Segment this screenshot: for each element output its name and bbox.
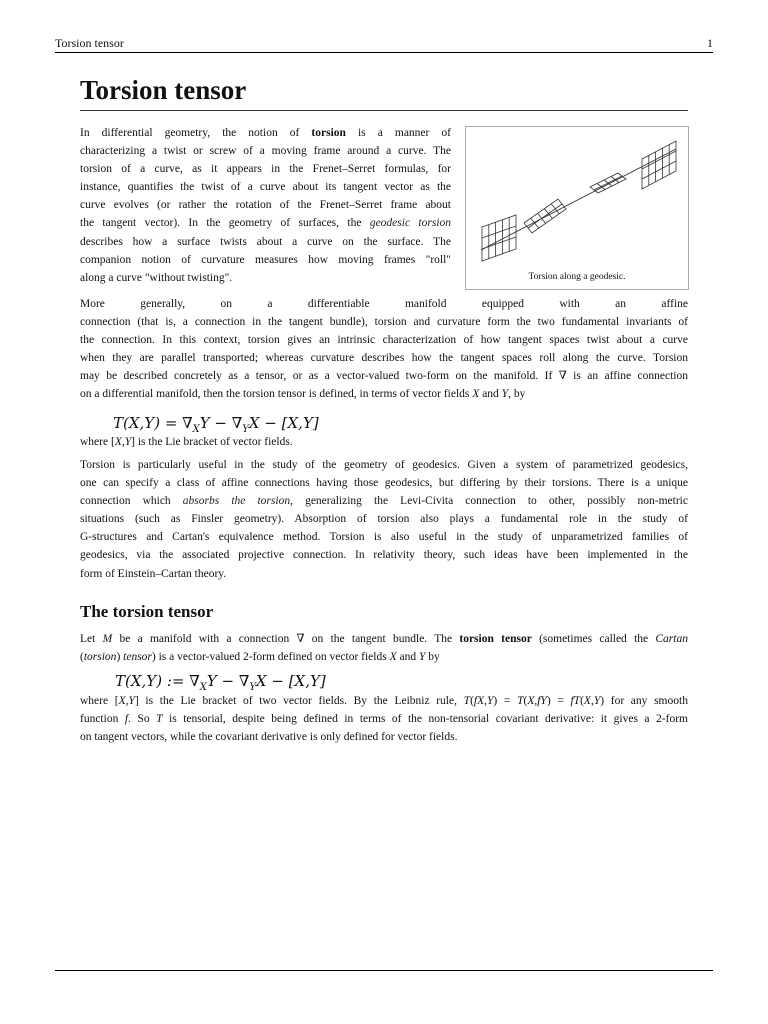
inline-text: fT — [570, 695, 581, 707]
text-line: function f. So T is tensorial, despite being defined in terms of the non-tensorial covariant derivative: it gives a 2-form — [80, 713, 688, 726]
formula-subscript: X — [192, 424, 200, 435]
formula-note: where [X,Y] is the Lie bracket of vector fields. — [80, 436, 293, 448]
inline-text: torsion tensor — [459, 633, 532, 645]
inline-text: X — [472, 388, 480, 401]
inline-text: T — [156, 713, 163, 726]
formula-part: Y − ∇ — [206, 672, 250, 690]
text-line: connection (that is, a connection in the tangent bundle), torsion and curvature form the two fundamental invariants of — [80, 316, 688, 329]
text-line: on tangent vectors, while the covariant derivative is only defined for vector fields. — [80, 731, 458, 744]
formula-subscript: X — [199, 682, 207, 693]
inline-text: torsion — [83, 651, 117, 664]
formula-part: T(X,Y) := ∇ — [115, 672, 200, 690]
section-body-paragraph — [80, 692, 688, 746]
text-line: situations (such as Finsler geometry). Absorption of torsion also plays a fundamental role in the study of — [80, 513, 688, 526]
inline-text: X — [389, 651, 397, 664]
text-line: G-structures and Cartan's equivalence method. Torsion is also useful in the study of unparametrized families of — [80, 531, 688, 544]
text-line: one can specify a class of affine connections having those geodesics, but differing by their torsions. There is a unique — [80, 477, 688, 490]
inline-text: X — [527, 695, 535, 707]
inline-text: geodesic torsion — [369, 217, 451, 230]
text-line: geodesics, via the associated projective connection. In relativity theory, such ideas have been implemented in the — [80, 549, 688, 562]
text-line: describes how a surface twists about a curve on the surface. The — [80, 235, 451, 248]
formula-subscript: Y — [242, 424, 249, 435]
text-line: form of Einstein–Cartan theory. — [80, 567, 227, 580]
formula-part: X − [X,Y] — [248, 414, 319, 432]
inline-text: X — [118, 695, 126, 707]
inline-text: fY — [537, 695, 547, 707]
inline-text: Y — [593, 695, 601, 707]
formula-part: X − [X,Y] — [255, 672, 326, 690]
page-title: Torsion tensor — [80, 72, 688, 111]
inline-text: absorbs the torsion — [182, 495, 291, 508]
text-line: characterizing a twist or screw of a moving frame around a curve. The — [80, 145, 451, 158]
inline-text: Cartan — [655, 633, 688, 645]
inline-text: T — [463, 695, 471, 707]
inline-text: tensor — [123, 651, 152, 664]
formula-part: T(X,Y) = ∇ — [113, 414, 193, 432]
formula-part: Y − ∇ — [199, 414, 243, 432]
intro-paragraph — [80, 124, 451, 287]
inline-text: T — [517, 695, 524, 707]
inline-text: Y — [501, 388, 509, 401]
geodesic-torsion-illustration — [466, 127, 688, 272]
text-line: may be described concretely as a tensor, or as a vector-valued two-form on the manifold. If ∇ is an affine connection — [80, 370, 688, 383]
figure-caption: Torsion along a geodesic. — [528, 272, 626, 282]
text-line: (torsion) tensor) is a vector-valued 2-form defined on vector fields X and Y by — [80, 651, 440, 664]
torsion-tensor-formula — [115, 672, 326, 693]
inline-text: Y — [124, 436, 132, 448]
figure — [465, 126, 689, 290]
page-number: 1 — [707, 36, 713, 50]
running-title: Torsion tensor — [55, 36, 124, 50]
text-line: the connection. In this context, torsion gives an intrinsic characterization of how tangent spaces twist about a curve — [80, 334, 688, 347]
inline-text: Y — [487, 695, 494, 707]
text-line: connection which absorbs the torsion, generalizing the Levi-Civita connection to other, possibly non-metric — [80, 495, 688, 508]
text-line: In differential geometry, the notion of torsion is a manner of — [80, 127, 451, 139]
formula-subscript: Y — [249, 682, 256, 693]
inline-text: X — [583, 695, 591, 707]
text-line: Let M be a manifold with a connection ∇ on the tangent bundle. The torsion tensor (sometimes called the Cartan — [80, 633, 688, 645]
running-header — [55, 35, 713, 53]
inline-text: fX — [473, 695, 485, 707]
text-line: instance, quantifies the twist of a curve about its tangent vector as the — [80, 181, 451, 194]
inline-text: Y — [418, 651, 426, 664]
text-line: where [X,Y] is the Lie bracket of two vector fields. By the Leibniz rule, T(fX,Y) = T(X,fY) = fT(X,Y) for any smooth — [80, 695, 688, 707]
footer-rule — [55, 970, 713, 971]
inline-text: torsion — [311, 127, 346, 139]
inline-text: X — [114, 436, 122, 448]
usefulness-paragraph — [80, 456, 688, 583]
text-line: curve evolves (or rather the rotation of the Frenet–Serret frame about — [80, 199, 451, 212]
inline-text: Y — [128, 695, 135, 707]
section-title: The torsion tensor — [80, 602, 214, 621]
text-line: More generally, on a differentiable manifold equipped with an affine — [80, 298, 688, 310]
text-line: the tangent vector). In the geometry of surfaces, the geodesic torsion — [80, 217, 451, 230]
text-line: companion notion of curvature measures how moving frames "roll" — [80, 253, 451, 266]
inline-text: f — [124, 713, 129, 726]
torsion-formula — [113, 414, 319, 435]
text-line: Torsion is particularly useful in the study of the geometry of geodesics. Given a system of parametrized geodesics, — [80, 459, 688, 471]
section-intro-paragraph — [80, 630, 688, 666]
text-line: on a differential manifold, then the torsion tensor is defined, in terms of vector fields X and Y, by — [80, 388, 526, 401]
text-line: along a curve "without twisting". — [80, 271, 233, 284]
text-line: torsion of a curve, as it appears in the Frenet–Serret formulas, for — [80, 163, 451, 176]
general-paragraph — [80, 295, 688, 404]
text-line: when they are parallel transported; whereas curvature describes how the tangent spaces roll along the curve. Torsion — [80, 352, 688, 365]
inline-text: M — [102, 633, 113, 645]
